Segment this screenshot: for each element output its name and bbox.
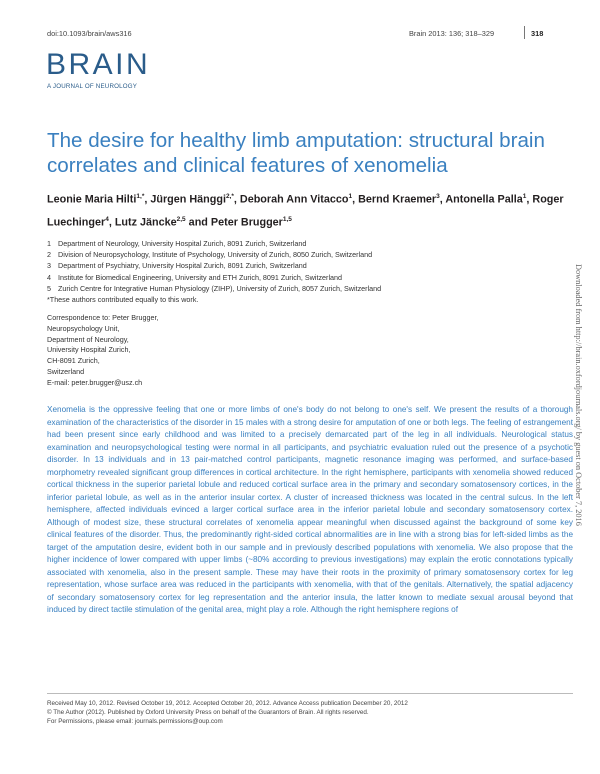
correspondence-line: Department of Neurology, <box>47 334 129 344</box>
author-list: Leonie Maria Hilti$^{1,*}$, Jürgen Hänggi$^{2,*}$, Deborah Ann Vitacco$^1$, Bernd Kraemer$^3$, Antonella Palla$^1$, Roger Luechinger$^4$, Lutz Jäncke$^{2,5}$ and Peter Brugger$^{1,5}$ <box>47 193 564 229</box>
header-divider <box>524 26 525 39</box>
page-number: 318 <box>531 29 544 38</box>
correspondence-line: E-mail: peter.brugger@usz.ch <box>47 377 143 387</box>
author-affiliation-mark: 1,* <box>136 193 145 200</box>
author-name: Leonie Maria Hilti <box>47 193 137 206</box>
correspondence-block <box>47 313 158 389</box>
doi-text: doi:10.1093/brain/aws316 <box>47 29 132 38</box>
journal-logo: BRAIN <box>46 48 151 81</box>
correspondence-line: Correspondence to: Peter Brugger, <box>47 313 159 322</box>
author-name: Bernd Kraemer <box>358 193 437 206</box>
author-affiliation-mark: 2,5 <box>176 215 186 223</box>
affiliation-text: Department of Neurology, University Hospital Zurich, 8091 Zurich, Switzerland <box>58 239 307 248</box>
affiliation-number: 5 <box>47 283 51 293</box>
correspondence-line: University Hospital Zurich, <box>47 345 131 355</box>
affiliation-number: 2 <box>47 250 51 260</box>
author-affiliation-mark: 1 <box>522 193 527 200</box>
author-affiliation-mark: 2,* <box>225 193 234 200</box>
equal-contribution-note: *These authors contributed equally to this work. <box>47 295 199 304</box>
article-title: The desire for healthy limb amputation: structural brain correlates and clinical features of xenomelia <box>47 129 545 177</box>
footer-line: For Permissions, please email: journals.permissions@oup.com <box>47 718 223 726</box>
affiliation-list <box>47 238 381 294</box>
affiliation-text: Department of Psychiatry, University Hospital Zurich, 8091 Zurich, Switzerland <box>58 261 307 271</box>
author-affiliation-mark: 1 <box>348 193 353 200</box>
citation-text: Brain 2013: 136; 318–329 <box>409 29 495 38</box>
download-note-text: Downloaded from http://brain.oxfordjournals.org/ by guest on October 7, 2016 <box>574 264 583 526</box>
author-affiliation-mark: 1,5 <box>282 215 292 223</box>
correspondence-line: CH-8091 Zurich, <box>47 356 100 366</box>
affiliation-item <box>47 238 381 249</box>
author-name: Antonella Palla <box>445 193 523 206</box>
author-affiliation-mark: 4 <box>105 215 109 223</box>
correspondence-line: Neuropsychology Unit, <box>47 323 120 333</box>
journal-subtitle: A JOURNAL OF NEUROLOGY <box>47 83 138 90</box>
author-name: Lutz Jäncke <box>114 216 177 229</box>
author-name: Roger Luechinger <box>47 193 564 229</box>
footer-rule <box>47 693 573 694</box>
author-affiliation-mark: 3 <box>436 193 440 200</box>
footer-line: Received May 10, 2012. Revised October 19, 2012. Accepted October 20, 2012. Advance Access publication December 20, 2012 <box>47 700 408 707</box>
affiliation-number: 4 <box>47 272 51 282</box>
affiliation-item <box>47 283 381 294</box>
author-name: Jürgen Hänggi <box>150 193 226 206</box>
affiliation-text: Zurich Centre for Integrative Human Physiology (ZIHP), University of Zurich, 8057 Zurich, Switzerland <box>58 283 382 293</box>
affiliation-item <box>47 260 381 271</box>
correspondence-line: Switzerland <box>47 366 85 376</box>
author-name: Peter Brugger <box>210 216 283 229</box>
affiliation-text: Division of Neuropsychology, Institute of Psychology, University of Zurich, 8050 Zurich, Switzerland <box>58 250 373 260</box>
download-note <box>573 264 583 524</box>
affiliation-item <box>47 249 381 260</box>
affiliation-item <box>47 272 381 283</box>
author-name: Deborah Ann Vitacco <box>239 193 349 206</box>
affiliation-number: 1 <box>47 239 51 248</box>
footer-notes <box>47 699 408 727</box>
abstract-text: Xenomelia is the oppressive feeling that one or more limbs of one's body do not belong to one's self. We present the results of a thorough examination of the characteristics of the disorder in 15 males with a strong desire for amputation of one or both legs. The feeling of estrangement had been present since early childhood and was limited to a precisely demarcated part of the leg in all individuals. Neurological status examination and neuropsychological testing were normal in all participants, and psychiatric evaluation ruled out the presence of a psychotic disorder. In 13 individuals and in 13 pair-matched control participants, magnetic resonance imaging was performed, and surface-based morphometry revealed significant group differences in cortical architecture. In the right hemisphere, participants with xenomelia showed reduced cortical thickness in the superior parietal lobule and reduced cortical surface area in the primary and secondary somatosensory cortices, in the inferior parietal lobule, as well as in the anterior insular cortex. A cluster of increased thickness was located in the central sulcus. In the left hemisphere, affected individuals evinced a larger cortical surface area in the inferior parietal lobule and secondary somatosensory cortex. Although of modest size, these structural correlates of xenomelia appear meaningful when discussed against the background of some key clinical features of the disorder. Thus, the predominantly right-sided cortical abnormalities are in line with a strong bias for left-sided limbs as the target of the amputation desire, evident both in our sample and in previously described populations with xenomelia. We also propose that the higher incidence of lower compared with upper limbs (~80% according to previous investigations) may explain the erotic connotations typically associated with xenomelia, also in the present sample. These may have their roots in the proximity of primary somatosensory cortex for leg representation, whose surface area was reduced in the participants with xenomelia, with that of the genitals. Alternatively, the spatial adjacency of secondary somatosensory cortex for leg representation and the anterior insula, the latter known to mediate sexual arousal beyond that induced by direct tactile stimulation of the genital area, might play a role. Although the right hemisphere regions of <box>47 405 573 614</box>
footer-line: © The Author (2012). Published by Oxford University Press on behalf of the Guarantors of Brain. All rights reserved. <box>47 709 369 717</box>
affiliation-number: 3 <box>47 261 51 271</box>
affiliation-text: Institute for Biomedical Engineering, University and ETH Zurich, 8091 Zurich, Switzerland <box>58 272 343 282</box>
